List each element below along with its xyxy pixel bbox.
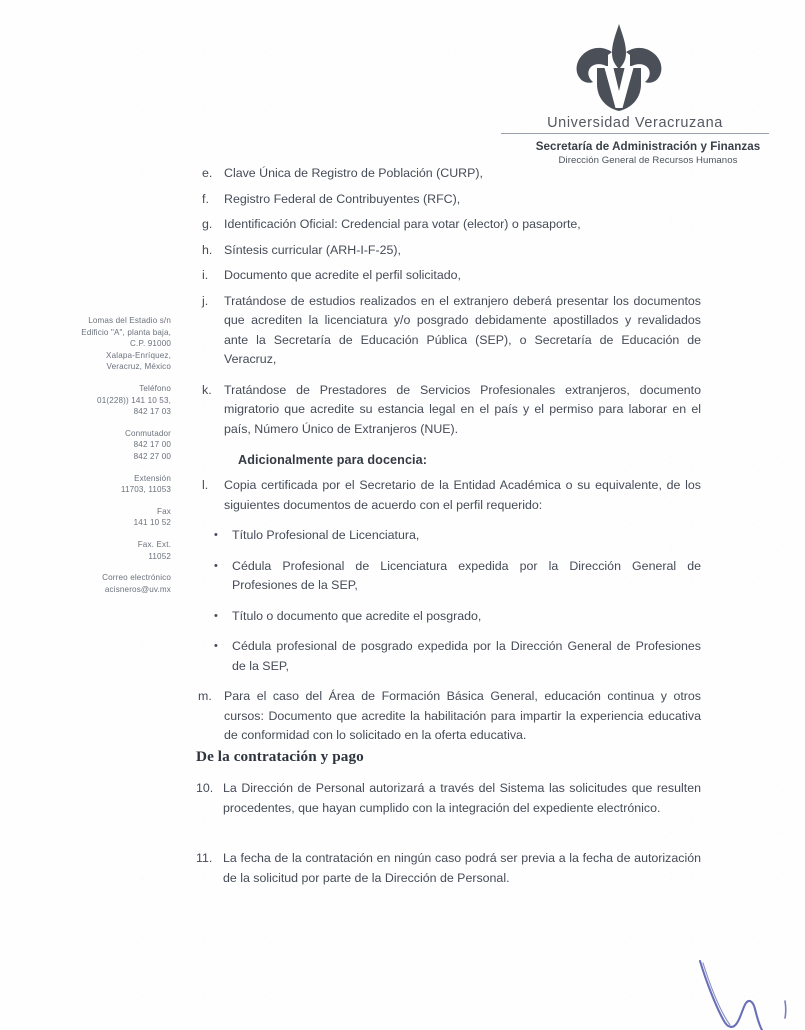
conmutador-label: Conmutador [124, 428, 171, 438]
list-item-text: Tratándose de estudios realizados en el extranjero deberá presentar los documentos que acrediten la licenciatura y/o posgrado debidamente apostillados y revalidados ante la Secretaría de Educación Pública (SEP), o Secretaría de Educación de Veracruz, [224, 293, 701, 366]
address-line-5: Veracruz, México [106, 362, 171, 372]
list-item [196, 190, 701, 210]
list-item-marker: e. [202, 166, 213, 180]
fleur-de-lis-v-logo-icon [563, 22, 675, 114]
list-item-marker: f. [202, 191, 209, 206]
numbered-item [196, 779, 701, 818]
list-item-marker: m. [198, 689, 212, 703]
list-item [210, 637, 701, 676]
sidebar-extension [38, 473, 171, 496]
fax-value: 141 10 52 [133, 518, 171, 528]
list-item [196, 476, 701, 515]
list-item-text: Clave Única de Registro de Población (CURP), [224, 166, 483, 180]
sidebar-telefono [38, 383, 171, 418]
bullet-icon: • [214, 559, 218, 572]
address-line-4: Xalapa-Enríquez, [106, 350, 171, 360]
address-line-2: Edificio "A", planta baja, [81, 327, 171, 337]
list-item [210, 557, 701, 596]
list-item-text: Para el caso del Área de Formación Básica General, educación continua y otros cursos: Documento que acredite la habilitación para impartir la experiencia educativa de conformidad con lo solicitado en la oferta educativa. [224, 689, 701, 742]
bullet-icon: • [214, 529, 218, 541]
fax-label: Fax [157, 506, 171, 516]
sidebar-conmutador [38, 428, 171, 463]
list-item-marker: l. [202, 478, 209, 492]
list-item [196, 241, 701, 261]
sidebar-correo [38, 572, 171, 595]
correo-label: Correo electrónico [102, 573, 171, 583]
department-secondary: Dirección General de Recursos Humanos [558, 155, 738, 166]
list-item-text: Registro Federal de Contribuyentes (RFC), [224, 191, 461, 206]
list-item-marker: j. [202, 293, 209, 308]
list-item-marker: k. [202, 382, 212, 397]
contact-sidebar [38, 315, 171, 595]
list-item-marker: h. [202, 242, 213, 257]
sidebar-fax-ext [38, 539, 171, 562]
numbered-item [196, 849, 701, 888]
numbered-item-text: La Dirección de Personal autorizará a través del Sistema las solicitudes que resulten procedentes, que hayan cumplido con la integración del expediente electrónico. [223, 781, 701, 815]
numbered-item-marker: 11. [196, 851, 213, 866]
list-item [196, 687, 701, 746]
list-item [196, 266, 701, 286]
list-item-marker: i. [202, 268, 209, 282]
address-line-1: Lomas del Estadio s/n [88, 316, 171, 325]
conmutador-value-1: 842 17 00 [133, 440, 171, 450]
list-item [210, 607, 701, 627]
list-item-marker: g. [202, 217, 213, 231]
docencia-section-heading: Adicionalmente para docencia: [238, 453, 428, 467]
list-item [196, 164, 701, 184]
bullet-icon: • [214, 640, 218, 652]
numbered-item-marker: 10. [196, 781, 214, 795]
contratacion-section [196, 748, 701, 919]
sidebar-fax [38, 506, 171, 529]
list-item-text: Documento que acredite el perfil solicitado, [224, 268, 461, 282]
bullet-item-text: Cédula profesional de posgrado expedida por la Dirección General de Profesiones de la SEP, [232, 639, 701, 673]
lettered-requirements-list [196, 164, 701, 439]
list-item-text: Identificación Oficial: Credencial para votar (elector) o pasaporte, [224, 217, 581, 231]
list-item [196, 292, 701, 370]
telefono-value-2: 842 17 03 [133, 407, 171, 417]
telefono-value-1: 01(228)) 141 10 53, [97, 395, 171, 405]
extension-value: 11703, 11053 [120, 485, 171, 495]
list-item [210, 526, 701, 546]
signature-area [690, 955, 800, 1030]
bullet-item-text: Título Profesional de Licenciatura, [232, 528, 420, 542]
conmutador-value-2: 842 27 00 [133, 451, 171, 461]
list-item [196, 215, 701, 235]
list-item-text: Síntesis curricular (ARH-I-F-25), [224, 242, 401, 257]
address-line-3: C.P. 91000 [130, 339, 171, 349]
uv-logo [469, 22, 769, 114]
correo-value: acisneros@uv.mx [104, 584, 171, 594]
section-heading: De la contratación y pago [196, 748, 364, 765]
telefono-label: Teléfono [139, 383, 171, 393]
university-name: Universidad Veracruzana [501, 115, 769, 134]
bullet-item-text: Cédula Profesional de Licenciatura expedida por la Dirección General de Profesiones de la SEP, [232, 558, 701, 592]
department-block [483, 140, 805, 166]
list-item-text: Copia certificada por el Secretario de la Entidad Académica o su equivalente, de los siguientes documentos de acuerdo con el perfil requerido: [224, 478, 701, 512]
letterhead [469, 22, 769, 166]
handwritten-signature-ink-icon [690, 955, 800, 1030]
sidebar-address [38, 315, 171, 373]
department-primary: Secretaría de Administración y Finanzas [535, 140, 761, 153]
bullet-icon: • [214, 609, 218, 622]
bullet-item-text: Título o documento que acredite el posgrado, [232, 608, 482, 623]
list-item-text: Tratándose de Prestadores de Servicios Profesionales extranjeros, documento migratorio que acredite su estancia legal en el país y el permiso para laborar en el país, Número Único de Extranjeros (NUE). [224, 382, 701, 436]
main-content [196, 164, 701, 757]
numbered-item-text: La fecha de la contratación en ningún caso podrá ser previa a la fecha de autorización de la solicitud por parte de la Dirección de Personal. [223, 851, 701, 885]
extension-label: Extensión [134, 473, 171, 483]
fax-ext-label: Fax. Ext. [137, 539, 171, 549]
list-item [196, 381, 701, 440]
fax-ext-value: 11052 [148, 551, 171, 561]
